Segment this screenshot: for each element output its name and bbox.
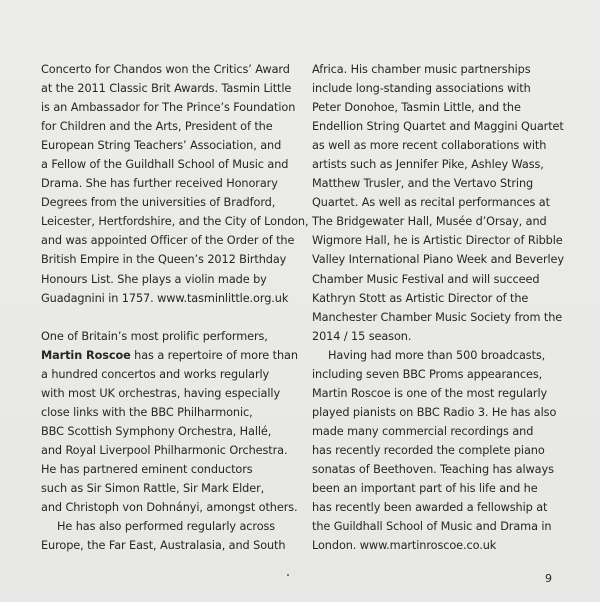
text-line: British Empire in the Queen’s 2012 Birthday xyxy=(41,253,287,267)
paragraph-chamber-music xyxy=(312,60,574,346)
text-line: Matthew Trusler, and the Vertavo String xyxy=(312,177,534,191)
text-line: made many commercial recordings and xyxy=(312,424,534,438)
text-line: and was appointed Officer of the Order of the xyxy=(41,234,295,248)
paragraph-martin-roscoe-performances xyxy=(41,517,303,555)
text-line: played pianists on BBC Radio 3. He has also xyxy=(312,405,557,419)
text-line: BBC Scottish Symphony Orchestra, Hallé, xyxy=(41,424,272,438)
right-text-column xyxy=(312,60,574,555)
text-line: Guadagnini in 1757. www.tasminlittle.org.uk xyxy=(41,291,289,305)
text-line: Chamber Music Festival and will succeed xyxy=(312,272,540,286)
text-line: include long-standing associations with xyxy=(312,82,531,96)
text-line: Kathryn Stott as Artistic Director of the xyxy=(312,291,529,305)
text-line: including seven BBC Proms appearances, xyxy=(312,367,543,381)
text-line: Manchester Chamber Music Society from the xyxy=(312,310,563,324)
text-line: a hundred concertos and works regularly xyxy=(41,367,270,381)
text-line: at the 2011 Classic Brit Awards. Tasmin Little xyxy=(41,82,292,96)
text-line: and Christoph von Dohnányi, amongst others. xyxy=(41,501,298,515)
text-line: Concerto for Chandos won the Critics’ Award xyxy=(41,63,290,76)
text-line: Degrees from the universities of Bradford, xyxy=(41,196,276,210)
paragraph-tasmin-little-bio xyxy=(41,60,309,308)
text-line: the Guildhall School of Music and Drama in xyxy=(312,520,552,534)
left-text-column xyxy=(41,60,309,555)
text-run: has a repertoire of more than xyxy=(130,348,298,362)
text-line: a Fellow of the Guildhall School of Music and xyxy=(41,158,289,172)
text-line: 2014 / 15 season. xyxy=(312,329,412,343)
text-line: He has partnered eminent conductors xyxy=(41,462,253,476)
text-line: Honours List. She plays a violin made by xyxy=(41,272,267,286)
text-line xyxy=(41,346,303,365)
text-line: close links with the BBC Philharmonic, xyxy=(41,405,253,419)
text-line: and Royal Liverpool Philharmonic Orchestra. xyxy=(41,443,288,457)
artist-name-martin-roscoe: Martin Roscoe xyxy=(41,348,131,362)
text-line: has recently been awarded a fellowship at xyxy=(312,501,548,515)
text-line: Endellion String Quartet and Maggini Quartet xyxy=(312,120,564,134)
text-line: He has also performed regularly across xyxy=(57,520,276,534)
text-line: is an Ambassador for The Prince’s Foundation xyxy=(41,101,296,115)
text-line: as well as more recent collaborations with xyxy=(312,139,547,153)
text-line: European String Teachers’ Association, and xyxy=(41,139,282,153)
text-line: sonatas of Beethoven. Teaching has always xyxy=(312,462,554,476)
text-line: The Bridgewater Hall, Musée d’Orsay, and xyxy=(312,215,547,229)
text-line: artists such as Jennifer Pike, Ashley Wass, xyxy=(312,158,544,172)
text-line: for Children and the Arts, President of the xyxy=(41,120,273,134)
text-line: Leicester, Hertfordshire, and the City of London, xyxy=(41,215,309,229)
text-line: Europe, the Far East, Australasia, and South xyxy=(41,539,286,553)
text-line: One of Britain’s most prolific performers, xyxy=(41,329,268,343)
text-line: Africa. His chamber music partnerships xyxy=(312,63,531,76)
text-line: has recently recorded the complete piano xyxy=(312,443,545,457)
text-line: Drama. She has further received Honorary xyxy=(41,177,278,191)
text-line: Martin Roscoe is one of the most regularly xyxy=(312,386,548,400)
text-line: such as Sir Simon Rattle, Sir Mark Elder, xyxy=(41,481,265,495)
paragraph-gap xyxy=(41,308,303,327)
text-line: Peter Donohoe, Tasmin Little, and the xyxy=(312,101,521,115)
paragraph-martin-roscoe-intro xyxy=(41,327,303,517)
text-line: Quartet. As well as recital performances at xyxy=(312,196,550,210)
text-line: Wigmore Hall, he is Artistic Director of Ribble xyxy=(312,234,563,248)
text-line: Having had more than 500 broadcasts, xyxy=(328,348,546,362)
print-speck xyxy=(287,574,289,576)
text-line: London. www.martinroscoe.co.uk xyxy=(312,539,497,553)
page-number: 9 xyxy=(545,572,552,585)
paragraph-broadcasts xyxy=(312,346,574,556)
text-line: been an important part of his life and he xyxy=(312,482,538,496)
text-line: with most UK orchestras, having especially xyxy=(41,386,281,400)
text-line: Valley International Piano Week and Beverley xyxy=(312,253,564,267)
